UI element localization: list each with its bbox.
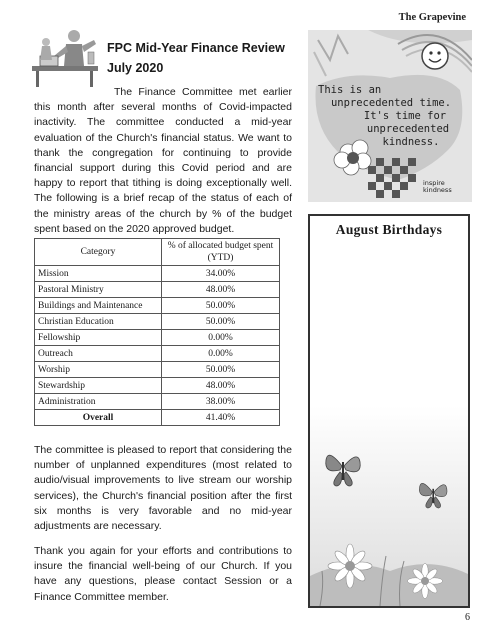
banner-line2: unprecedented time. <box>330 97 452 109</box>
table-row <box>35 330 280 346</box>
row-category: Worship <box>35 362 162 378</box>
row-value: 0.00% <box>162 330 280 346</box>
row-category: Fellowship <box>35 330 162 346</box>
row-category: Administration <box>35 394 162 410</box>
header-value: % of allocated budget spent (YTD) <box>162 239 280 266</box>
article-title <box>107 38 285 78</box>
banner-line3: It's time for <box>363 110 447 122</box>
row-category: Christian Education <box>35 314 162 330</box>
table-row <box>35 282 280 298</box>
overall-label: Overall <box>35 410 162 426</box>
table-row <box>35 314 280 330</box>
row-value: 48.00% <box>162 282 280 298</box>
table-row <box>35 362 280 378</box>
banner-message <box>316 84 466 149</box>
table-row <box>35 346 280 362</box>
butterflies-flowers-image <box>310 406 468 606</box>
row-value: 50.00% <box>162 298 280 314</box>
row-value: 34.00% <box>162 266 280 282</box>
header-category: Category <box>35 239 162 266</box>
meeting-clipart-image <box>30 26 102 90</box>
banner-line5: kindness. <box>382 136 440 148</box>
table-row <box>35 266 280 282</box>
banner-line1: This is an <box>318 84 382 96</box>
paragraph-2: The committee is pleased to report that considering the number of unplanned expenditures (most related to audio/visual improvements to live stream our worship services), the Church's financial position after the first six months is very favorable and no mid-year adjustments are necessary. <box>34 444 292 533</box>
row-category: Mission <box>35 266 162 282</box>
row-value: 0.00% <box>162 346 280 362</box>
publication-title: The Grapevine <box>398 12 466 23</box>
row-value: 48.00% <box>162 378 280 394</box>
row-value: 50.00% <box>162 314 280 330</box>
article-title-line1: FPC Mid-Year Finance Review <box>107 41 285 55</box>
birthdays-box <box>308 214 470 608</box>
row-value: 50.00% <box>162 362 280 378</box>
row-category: Buildings and Maintenance <box>35 298 162 314</box>
row-value: 38.00% <box>162 394 280 410</box>
table-row-overall <box>35 410 280 426</box>
intro-text: The Finance Committee met earlier this month after several months of Covid-impacted inactivity. The committee conducted a mid-year evaluation of the Church's financial status. We want to thank the congregation for continuing to provide financial support during this Covid period and are happy to report that tithing is doing exceptionally well. The following is a brief recap of the status of each of the ministry areas of the church by % of the budget spent based on the 2020 approved budget. <box>34 86 292 235</box>
article-title-line2: July 2020 <box>107 61 164 75</box>
intro-paragraph <box>34 85 292 237</box>
table-header-row <box>35 239 280 266</box>
overall-value: 41.40% <box>162 410 280 426</box>
row-category: Outreach <box>35 346 162 362</box>
inspire-kindness-tag <box>423 180 468 194</box>
banner-line4: unprecedented <box>366 123 450 135</box>
tag-line2: kindness <box>423 186 452 194</box>
table-row <box>35 378 280 394</box>
budget-table <box>34 238 280 426</box>
row-category: Stewardship <box>35 378 162 394</box>
birthdays-title: August Birthdays <box>335 222 443 237</box>
row-category: Pastoral Ministry <box>35 282 162 298</box>
table-row <box>35 394 280 410</box>
paragraph-3: Thank you again for your efforts and contributions to insure the financial well-being of our Church. If you have any questions, please contact Session or a Finance Committee member. <box>34 545 292 603</box>
tag-line1: inspire <box>423 179 445 187</box>
page-number: 6 <box>465 612 470 623</box>
table-row <box>35 298 280 314</box>
